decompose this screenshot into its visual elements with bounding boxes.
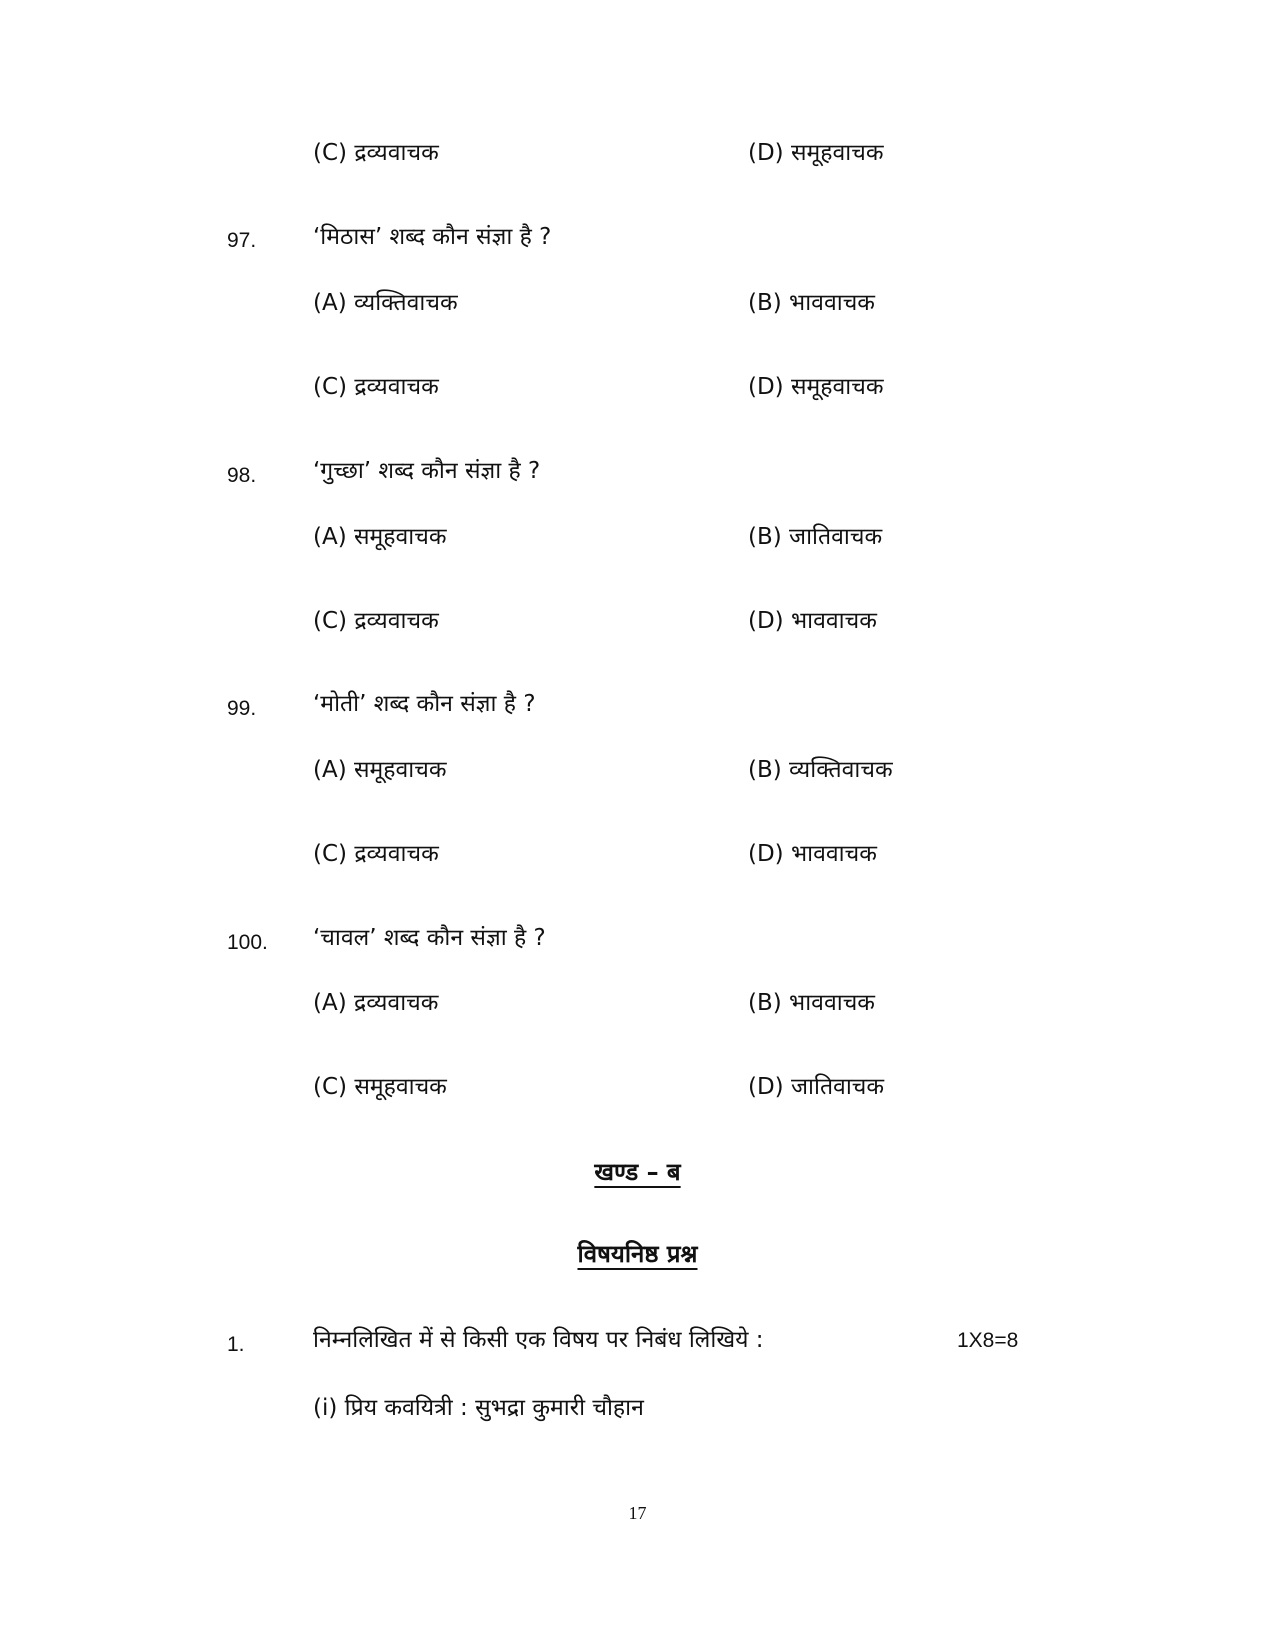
option-b: (B) व्यक्तिवाचक [748,757,893,783]
question-number: 97. [227,229,257,252]
marks-label: 1X8=8 [957,1329,1019,1352]
section-title: खण्ड – ब [594,1158,681,1186]
question-number: 99. [227,697,257,720]
question-number: 98. [227,464,257,487]
option-a: (A) समूहवाचक [313,757,447,783]
option-a: (A) समूहवाचक [313,524,447,550]
option-b: (B) भाववाचक [748,990,875,1016]
option-c: (C) द्रव्यवाचक [313,608,439,634]
option-d: (D) भाववाचक [748,608,877,634]
option-d: (D) भाववाचक [748,841,877,867]
question-text: ‘गुच्छा’ शब्द कौन संज्ञा है ? [313,458,541,484]
section-subtitle: विषयनिष्ठ प्रश्न [577,1240,698,1268]
question-text: ‘चावल’ शब्द कौन संज्ञा है ? [313,925,546,951]
question-text: ‘मोती’ शब्द कौन संज्ञा है ? [313,691,536,717]
question-number: 1. [227,1333,245,1356]
question-text: ‘मिठास’ शब्द कौन संज्ञा है ? [313,224,552,250]
option-a: (A) द्रव्यवाचक [313,990,439,1016]
option-b: (B) भाववाचक [748,290,875,316]
option-b: (B) जातिवाचक [748,524,883,550]
question-text: निम्नलिखित में से किसी एक विषय पर निबंध लिखिये : [313,1327,764,1353]
option-c: (C) द्रव्यवाचक [313,374,439,400]
page-number: 17 [628,1503,647,1523]
option-c: (C) समूहवाचक [313,1074,447,1100]
option-d: (D) जातिवाचक [748,1074,885,1100]
option-d: (D) समूहवाचक [748,374,884,400]
option-c: (C) द्रव्यवाचक [313,140,439,166]
option-c: (C) द्रव्यवाचक [313,841,439,867]
question-number: 100. [227,931,268,954]
option-a: (A) व्यक्तिवाचक [313,290,458,316]
option-d: (D) समूहवाचक [748,140,884,166]
essay-topic: (i) प्रिय कवयित्री : सुभद्रा कुमारी चौहान [313,1395,644,1421]
